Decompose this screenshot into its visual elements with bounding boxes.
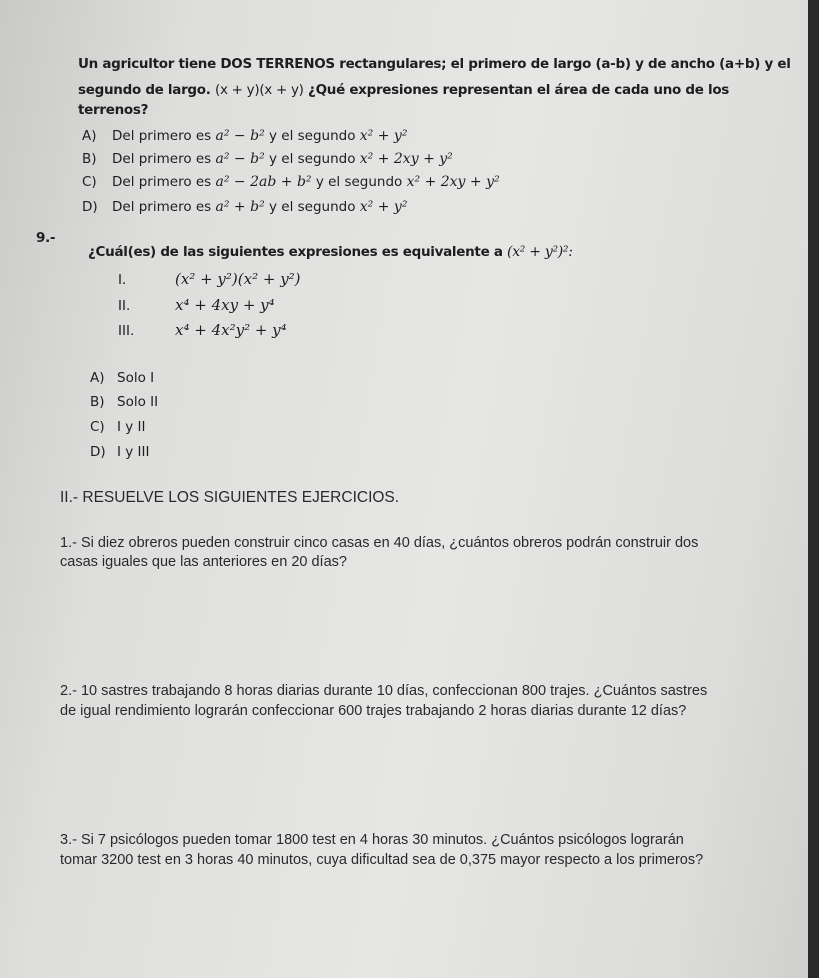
option-c <box>82 174 500 190</box>
option-b <box>82 151 453 167</box>
answer-text: I y II <box>117 419 146 435</box>
answer-label: D) <box>90 444 106 460</box>
answer-c <box>90 419 146 435</box>
problem-1-line-2: casas iguales que las anteriores en 20 días? <box>60 554 347 570</box>
answer-text: Solo I <box>117 370 155 386</box>
section-heading: II.- RESUELVE LOS SIGUIENTES EJERCICIOS. <box>60 489 400 506</box>
option-math: x² + y² <box>359 128 408 144</box>
item-label: II. <box>118 298 131 314</box>
option-math: a² − b² <box>215 151 265 167</box>
option-math: x² + y² <box>359 199 408 215</box>
item-expr: x⁴ + 4x²y² + y⁴ <box>175 321 287 339</box>
answer-d <box>90 444 150 460</box>
option-label: A) <box>82 128 97 144</box>
intro-line-2b: ¿Qué expresiones representan el área de cada uno de los <box>308 82 730 98</box>
intro-line-3: terrenos? <box>78 102 149 118</box>
option-label: D) <box>82 199 98 215</box>
option-math: a² + b² <box>215 199 265 215</box>
question-text <box>88 244 573 260</box>
problem-2-line-1: 2.- 10 sastres trabajando 8 horas diarias durante 10 días, confeccionan 800 trajes. ¿Cuántos sastres <box>60 683 708 699</box>
option-a <box>82 128 407 144</box>
option-math: x² + 2xy + y² <box>359 151 453 167</box>
page-edge-shadow <box>808 0 819 978</box>
problem-2-line-2: de igual rendimiento lograrán confeccionar 600 trajes trabajando 2 horas diarias durante 12 días? <box>60 703 687 719</box>
option-label: B) <box>82 151 97 167</box>
option-text: Del primero es <box>112 199 212 215</box>
problem-3-line-1: 3.- Si 7 psicólogos pueden tomar 1800 test en 4 horas 30 minutos. ¿Cuántos psicólogos lograrán <box>60 832 684 848</box>
option-text: y el segundo <box>268 199 356 215</box>
option-text: y el segundo <box>315 174 403 190</box>
question-number: 9.- <box>36 230 56 246</box>
answer-label: A) <box>90 370 105 386</box>
option-text: Del primero es <box>112 128 212 144</box>
problem-1-line-1: 1.- Si diez obreros pueden construir cinco casas en 40 días, ¿cuántos obreros podrán construir dos <box>60 535 699 551</box>
question-math: (x² + y²)²: <box>507 244 573 260</box>
item-expr: (x² + y²)(x² + y²) <box>175 270 301 288</box>
intro-line-1: Un agricultor tiene DOS TERRENOS rectangulares; el primero de largo (a-b) y de ancho (a+b) y el <box>78 56 791 72</box>
answer-text: Solo II <box>117 394 159 410</box>
answer-text: I y III <box>117 444 150 460</box>
option-text: Del primero es <box>112 174 212 190</box>
item-iii <box>118 321 287 339</box>
problem-3-line-2: tomar 3200 test en 3 horas 40 minutos, cuya dificultad sea de 0,375 mayor respecto a los primeros? <box>60 852 704 868</box>
intro-line-2-math: (x + y)(x + y) <box>215 82 304 98</box>
question-prompt: ¿Cuál(es) de las siguientes expresiones es equivalente a <box>88 244 503 260</box>
option-text: y el segundo <box>268 151 356 167</box>
option-text: y el segundo <box>268 128 356 144</box>
option-d <box>82 199 407 215</box>
option-text: Del primero es <box>112 151 212 167</box>
option-label: C) <box>82 174 97 190</box>
item-ii <box>118 296 275 314</box>
item-expr: x⁴ + 4xy + y⁴ <box>175 296 275 314</box>
intro-line-2 <box>78 82 729 98</box>
answer-label: C) <box>90 419 105 435</box>
answer-a <box>90 370 154 386</box>
answer-b <box>90 394 158 410</box>
intro-line-2a: segundo de largo. <box>78 82 211 98</box>
item-i <box>118 270 301 288</box>
item-label: III. <box>118 323 135 339</box>
option-math: a² − 2ab + b² <box>215 174 312 190</box>
answer-label: B) <box>90 394 105 410</box>
item-label: I. <box>118 272 127 288</box>
option-math: a² − b² <box>215 128 265 144</box>
option-math: x² + 2xy + y² <box>406 174 500 190</box>
